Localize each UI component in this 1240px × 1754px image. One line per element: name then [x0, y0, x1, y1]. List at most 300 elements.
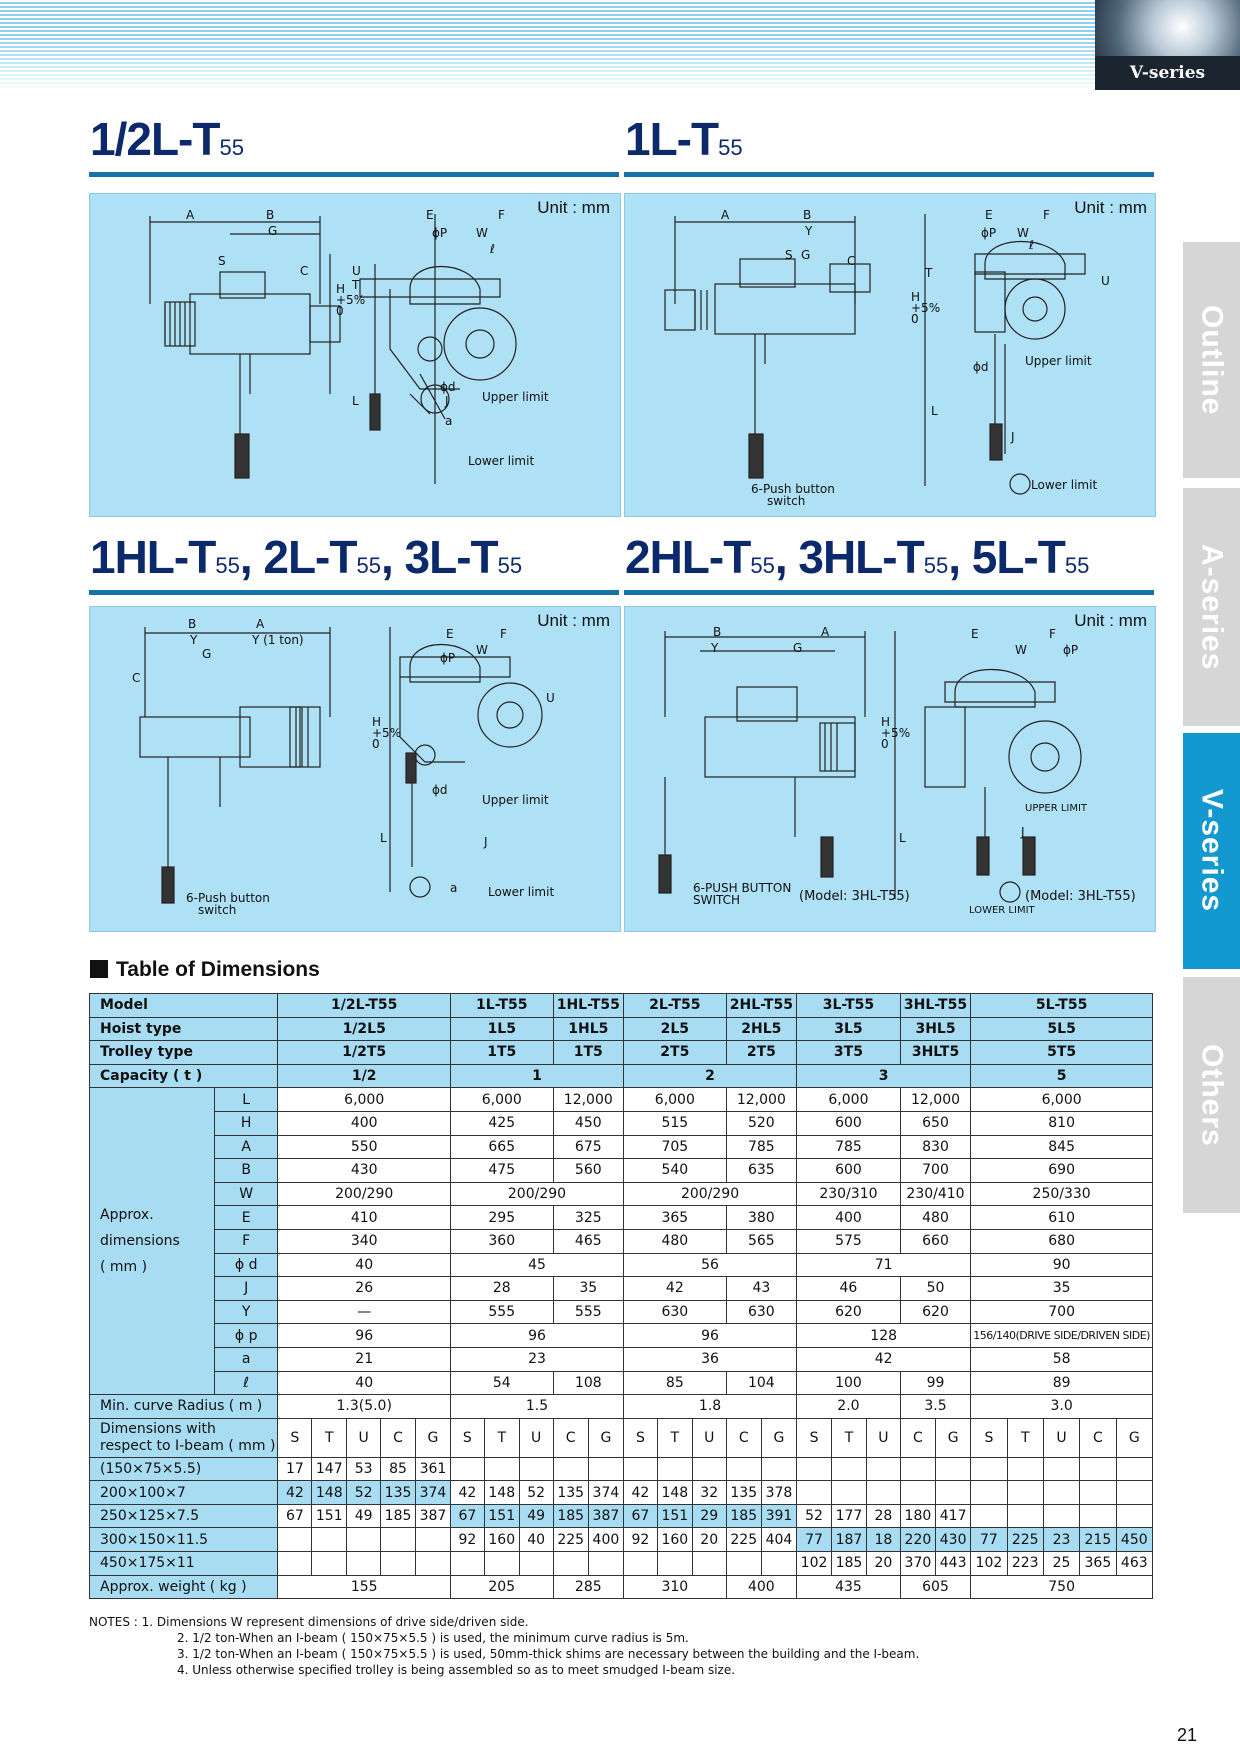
ibeam-value: 220 — [900, 1528, 935, 1552]
upper-limit-label: Upper limit — [1025, 354, 1092, 368]
curve-radius-value: 3.0 — [971, 1395, 1153, 1419]
dim-value: 680 — [971, 1229, 1153, 1253]
dim-value: 104 — [726, 1371, 796, 1395]
weight-value: 750 — [971, 1575, 1153, 1599]
ibeam-value: 49 — [519, 1504, 553, 1528]
dim-j: J — [484, 835, 488, 849]
ibeam-value — [1007, 1504, 1043, 1528]
dim-f: F — [1049, 627, 1056, 641]
header-label-model: Model — [90, 994, 278, 1018]
dim-b: B — [713, 625, 722, 639]
dim-value: 6,000 — [624, 1088, 727, 1112]
curve-radius-value: 1.5 — [450, 1395, 623, 1419]
dim-p: ϕP — [432, 226, 448, 240]
dim-value: 6,000 — [278, 1088, 451, 1112]
dim-f: F — [1043, 208, 1050, 222]
ibeam-value: 370 — [900, 1552, 935, 1576]
table-row — [90, 1575, 1153, 1599]
ibeam-value — [866, 1481, 900, 1505]
dim-value: 325 — [553, 1206, 623, 1230]
dim-s: S — [218, 254, 226, 268]
ibeam-value — [588, 1552, 623, 1576]
upper-limit-label: Upper limit — [482, 390, 549, 404]
ibeam-value: 67 — [278, 1504, 312, 1528]
ibeam-col-head: C — [726, 1418, 761, 1457]
dim-a: A — [821, 625, 830, 639]
ibeam-value: 67 — [450, 1504, 484, 1528]
table-row — [90, 994, 1153, 1018]
header-trolley-4: 2T5 — [624, 1041, 727, 1065]
approx-label-line: Approx. — [100, 1207, 154, 1224]
dim-a-small: a — [450, 881, 458, 895]
ibeam-col-head: C — [1080, 1418, 1116, 1457]
dim-value: 565 — [726, 1229, 796, 1253]
ibeam-col-head: C — [553, 1418, 588, 1457]
tab-v-series[interactable] — [1183, 733, 1240, 969]
ibeam-value: 177 — [832, 1504, 867, 1528]
header-hoist-1: 1/2L5 — [278, 1017, 451, 1041]
ibeam-col-head: G — [1116, 1418, 1152, 1457]
dim-y: Y — [190, 633, 198, 647]
section-bullet — [90, 960, 108, 978]
title-rule — [89, 590, 619, 595]
dim-value: 43 — [726, 1277, 796, 1301]
ibeam-value — [971, 1504, 1007, 1528]
series-badge: V-series — [1095, 56, 1240, 90]
lower-limit-label: Lower limit — [488, 885, 555, 899]
section-title-1l: 1L-T55 — [625, 113, 743, 165]
dim-value: 50 — [900, 1277, 970, 1301]
dim-b: B — [266, 208, 275, 222]
dim-value: 600 — [797, 1159, 901, 1183]
ibeam-value — [1043, 1504, 1079, 1528]
push-button-label-2: switch — [767, 494, 806, 508]
dim-value: 71 — [797, 1253, 971, 1277]
ibeam-col-head: U — [347, 1418, 381, 1457]
dim-value: 56 — [624, 1253, 797, 1277]
dim-value: 630 — [624, 1300, 727, 1324]
dim-l: L — [931, 404, 938, 418]
ibeam-value: 40 — [519, 1528, 553, 1552]
dim-value: 465 — [553, 1229, 623, 1253]
unit-label: Unit : mm — [537, 611, 610, 630]
ibeam-value: 52 — [347, 1481, 381, 1505]
ibeam-value: 49 — [347, 1504, 381, 1528]
ibeam-col-head: S — [797, 1418, 832, 1457]
approx-label-line: dimensions — [100, 1233, 180, 1250]
table-row — [90, 1088, 1153, 1112]
dim-e: E — [971, 627, 979, 641]
ibeam-label-line: respect to I-beam ( mm ) — [100, 1437, 276, 1454]
dim-symbol: J — [214, 1277, 278, 1301]
dim-g: G — [268, 224, 278, 238]
dim-a: A — [186, 208, 195, 222]
ibeam-col-head: T — [657, 1418, 692, 1457]
ibeam-value — [624, 1457, 658, 1481]
dim-symbol: ϕ d — [214, 1253, 278, 1277]
tab-others[interactable] — [1183, 977, 1240, 1213]
dim-p: ϕP — [1063, 643, 1079, 657]
table-row — [90, 1253, 1153, 1277]
dim-value: 365 — [624, 1206, 727, 1230]
dim-value: 26 — [278, 1277, 451, 1301]
dim-value: 400 — [278, 1111, 451, 1135]
ibeam-value: 52 — [519, 1481, 553, 1505]
header-model-5: 2HL-T55 — [726, 994, 796, 1018]
dimensions-table — [89, 993, 1153, 1599]
header-model-4: 2L-T55 — [624, 994, 727, 1018]
dim-c: C — [300, 264, 309, 278]
weight-value: 400 — [726, 1575, 796, 1599]
dim-value: 45 — [450, 1253, 623, 1277]
header-label-hoist: Hoist type — [90, 1017, 278, 1041]
ibeam-value: 365 — [1080, 1552, 1116, 1576]
dim-value: 230/310 — [797, 1182, 901, 1206]
tab-outline[interactable] — [1183, 242, 1240, 478]
dim-value: 108 — [553, 1371, 623, 1395]
table-row — [90, 1041, 1153, 1065]
ibeam-value — [726, 1457, 761, 1481]
ibeam-value: 185 — [832, 1552, 867, 1576]
ibeam-col-head: T — [832, 1418, 867, 1457]
dim-value: 690 — [971, 1159, 1153, 1183]
dim-symbol: Y — [214, 1300, 278, 1324]
ibeam-value: 52 — [797, 1504, 832, 1528]
dim-symbol: A — [214, 1135, 278, 1159]
ibeam-value — [657, 1457, 692, 1481]
ibeam-value — [761, 1457, 796, 1481]
dim-symbol: ϕ p — [214, 1324, 278, 1348]
ibeam-value: 92 — [624, 1528, 658, 1552]
header-trolley-5: 2T5 — [726, 1041, 796, 1065]
dim-value: 430 — [278, 1159, 451, 1183]
dim-a-small: a — [445, 414, 453, 428]
table-row — [90, 1017, 1153, 1041]
ibeam-value: 148 — [484, 1481, 519, 1505]
lower-limit-label: LOWER LIMIT — [969, 905, 1035, 916]
dim-value: 785 — [726, 1135, 796, 1159]
push-button-label-2: switch — [198, 903, 237, 917]
dim-value: 200/290 — [624, 1182, 797, 1206]
ibeam-value — [381, 1552, 416, 1576]
dim-j: J — [1021, 825, 1025, 839]
ibeam-value: 20 — [866, 1552, 900, 1576]
ibeam-col-head: S — [450, 1418, 484, 1457]
dim-value: 200/290 — [450, 1182, 623, 1206]
dim-value: 845 — [971, 1135, 1153, 1159]
dim-value: 425 — [450, 1111, 553, 1135]
ibeam-value — [936, 1481, 971, 1505]
dim-b: B — [188, 617, 197, 631]
table-row — [90, 1528, 1153, 1552]
dim-value: 550 — [278, 1135, 451, 1159]
dim-value: 40 — [278, 1253, 451, 1277]
ibeam-col-head: U — [692, 1418, 726, 1457]
header-fade — [0, 0, 1095, 92]
note-2: 2. 1/2 ton-When an I-beam ( 150×75×5.5 ) is used, the minimum curve radius is 5m. — [177, 1631, 689, 1645]
dim-value: 230/410 — [900, 1182, 970, 1206]
ibeam-value — [797, 1481, 832, 1505]
dim-u: U — [546, 691, 555, 705]
ibeam-col-head: G — [588, 1418, 623, 1457]
dim-value: 21 — [278, 1347, 451, 1371]
table-row — [90, 1347, 1153, 1371]
header-hoist-6: 3L5 — [797, 1017, 901, 1041]
dim-value: 475 — [450, 1159, 553, 1183]
ibeam-value: 160 — [657, 1528, 692, 1552]
dim-g: G — [202, 647, 212, 661]
ibeam-value — [1116, 1504, 1152, 1528]
approx-dimensions-label — [90, 1088, 215, 1395]
dim-value: — — [278, 1300, 451, 1324]
header-model-2: 1L-T55 — [450, 994, 553, 1018]
dim-symbol: L — [214, 1088, 278, 1112]
approx-label-line: ( mm ) — [100, 1259, 148, 1276]
ibeam-value — [624, 1552, 658, 1576]
ibeam-col-head: U — [1043, 1418, 1079, 1457]
ibeam-value: 85 — [381, 1457, 416, 1481]
table-row — [90, 1371, 1153, 1395]
dim-value: 156/140(DRIVE SIDE/DRIVEN SIDE) — [971, 1324, 1153, 1348]
header-trolley-2: 1T5 — [450, 1041, 553, 1065]
dim-value: 555 — [450, 1300, 553, 1324]
dim-e: E — [985, 208, 993, 222]
dim-value: 6,000 — [797, 1088, 901, 1112]
header-hoist-7: 3HL5 — [900, 1017, 970, 1041]
header-hoist-3: 1HL5 — [553, 1017, 623, 1041]
dim-u: U — [352, 264, 361, 278]
ibeam-value — [657, 1552, 692, 1576]
tab-others-label: Others — [1195, 1043, 1229, 1147]
ibeam-value: 225 — [726, 1528, 761, 1552]
ibeam-value: 223 — [1007, 1552, 1043, 1576]
ibeam-value: 53 — [347, 1457, 381, 1481]
dim-value: 380 — [726, 1206, 796, 1230]
table-row — [90, 1277, 1153, 1301]
title-rule — [89, 172, 619, 177]
ibeam-col-head: G — [416, 1418, 451, 1457]
ibeam-col-head: C — [900, 1418, 935, 1457]
dim-value: 12,000 — [726, 1088, 796, 1112]
curve-radius-value: 2.0 — [797, 1395, 901, 1419]
dim-value: 12,000 — [553, 1088, 623, 1112]
ibeam-value: 185 — [726, 1504, 761, 1528]
dim-value: 705 — [624, 1135, 727, 1159]
section-title-half-ton: 1/2L-T55 — [90, 113, 244, 165]
table-row — [90, 1206, 1153, 1230]
ibeam-value: 32 — [692, 1481, 726, 1505]
capacity-1: 1/2 — [278, 1064, 451, 1088]
ibeam-label — [90, 1418, 278, 1457]
tab-a-series[interactable] — [1183, 488, 1240, 726]
ibeam-value — [1080, 1457, 1116, 1481]
ibeam-value: 151 — [484, 1504, 519, 1528]
title-rule — [624, 172, 1154, 177]
ibeam-value: 148 — [312, 1481, 347, 1505]
ibeam-value — [381, 1528, 416, 1552]
dim-value: 540 — [624, 1159, 727, 1183]
dim-l: L — [352, 394, 359, 408]
dim-w: W — [1017, 226, 1029, 240]
curve-radius-value: 1.3(5.0) — [278, 1395, 451, 1419]
ibeam-value: 185 — [553, 1504, 588, 1528]
ibeam-value: 185 — [381, 1504, 416, 1528]
weight-value: 310 — [624, 1575, 727, 1599]
table-row — [90, 1300, 1153, 1324]
dim-symbol: E — [214, 1206, 278, 1230]
dim-value: 35 — [553, 1277, 623, 1301]
ibeam-size: 450×175×11 — [90, 1552, 278, 1576]
dim-value: 99 — [900, 1371, 970, 1395]
dim-value: 23 — [450, 1347, 623, 1371]
dim-value: 42 — [624, 1277, 727, 1301]
ibeam-value: 225 — [1007, 1528, 1043, 1552]
ibeam-value: 147 — [312, 1457, 347, 1481]
ibeam-col-head: U — [519, 1418, 553, 1457]
dim-value: 410 — [278, 1206, 451, 1230]
dim-value: 42 — [797, 1347, 971, 1371]
header-model-7: 3HL-T55 — [900, 994, 970, 1018]
table-row — [90, 1552, 1153, 1576]
dim-value: 700 — [900, 1159, 970, 1183]
dim-g: G — [793, 641, 803, 655]
dim-l-small: ℓ — [490, 242, 495, 256]
dim-value: 635 — [726, 1159, 796, 1183]
push-button-label-2: SWITCH — [693, 893, 741, 907]
dim-value: 480 — [624, 1229, 727, 1253]
table-row — [90, 1064, 1153, 1088]
capacity-3: 2 — [624, 1064, 797, 1088]
curve-radius-value: 1.8 — [624, 1395, 797, 1419]
ibeam-value: 102 — [797, 1552, 832, 1576]
header-trolley-8: 5T5 — [971, 1041, 1153, 1065]
ibeam-value: 374 — [416, 1481, 451, 1505]
note-3: 3. 1/2 ton-When an I-beam ( 150×75×5.5 ) is used, 50mm-thick shims are necessary between the building and the I-beam. — [177, 1647, 920, 1661]
ibeam-size: (150×75×5.5) — [90, 1457, 278, 1481]
dim-w: W — [1015, 643, 1027, 657]
dim-value: 620 — [900, 1300, 970, 1324]
dim-value: 54 — [450, 1371, 553, 1395]
ibeam-col-head: C — [381, 1418, 416, 1457]
dim-value: 650 — [900, 1111, 970, 1135]
weight-value: 605 — [900, 1575, 970, 1599]
ibeam-value — [726, 1552, 761, 1576]
ibeam-value — [484, 1457, 519, 1481]
header-trolley-1: 1/2T5 — [278, 1041, 451, 1065]
dim-value: 35 — [971, 1277, 1153, 1301]
dim-value: 830 — [900, 1135, 970, 1159]
ibeam-col-head: T — [1007, 1418, 1043, 1457]
dim-value: 620 — [797, 1300, 901, 1324]
ibeam-value: 378 — [761, 1481, 796, 1505]
dim-s: S — [785, 248, 793, 262]
dim-value: 515 — [624, 1111, 727, 1135]
ibeam-value: 42 — [624, 1481, 658, 1505]
dim-value: 46 — [797, 1277, 901, 1301]
dim-value: 40 — [278, 1371, 451, 1395]
dim-l: L — [899, 831, 906, 845]
ibeam-value: 404 — [761, 1528, 796, 1552]
dim-value: 6,000 — [971, 1088, 1153, 1112]
ibeam-value: 361 — [416, 1457, 451, 1481]
ibeam-value: 67 — [624, 1504, 658, 1528]
header-trolley-6: 3T5 — [797, 1041, 901, 1065]
dim-t: T — [352, 278, 360, 292]
table-row — [90, 1159, 1153, 1183]
dim-value: 58 — [971, 1347, 1153, 1371]
ibeam-value: 187 — [832, 1528, 867, 1552]
dim-value: 96 — [450, 1324, 623, 1348]
page-number: 21 — [1177, 1725, 1198, 1745]
ibeam-value: 148 — [657, 1481, 692, 1505]
ibeam-value — [553, 1457, 588, 1481]
lower-limit-label: Lower limit — [1031, 478, 1098, 492]
dim-value: 90 — [971, 1253, 1153, 1277]
dim-value: 295 — [450, 1206, 553, 1230]
dim-d: ϕd — [432, 783, 448, 797]
dim-value: 12,000 — [900, 1088, 970, 1112]
ibeam-value: 102 — [971, 1552, 1007, 1576]
upper-limit-label: Upper limit — [482, 793, 549, 807]
dim-j: J — [1011, 430, 1015, 444]
header-hoist-4: 2L5 — [624, 1017, 727, 1041]
unit-label: Unit : mm — [1074, 611, 1147, 630]
header-hoist-5: 2HL5 — [726, 1017, 796, 1041]
dim-g: G — [801, 248, 811, 262]
ibeam-value — [936, 1457, 971, 1481]
dim-y: Y — [711, 641, 719, 655]
dim-w: W — [476, 643, 488, 657]
ibeam-value — [312, 1528, 347, 1552]
dim-value: 100 — [797, 1371, 901, 1395]
dim-symbol: F — [214, 1229, 278, 1253]
table-row — [90, 1135, 1153, 1159]
dim-b: B — [803, 208, 812, 222]
dim-value: 96 — [278, 1324, 451, 1348]
section-title-2hl-3hl-5l: 2HL-T55, 3HL-T55, 5L-T55 — [625, 531, 1090, 583]
curve-radius-label: Min. curve Radius ( m ) — [90, 1395, 278, 1419]
ibeam-value: 92 — [450, 1528, 484, 1552]
ibeam-value — [1043, 1457, 1079, 1481]
dim-t: T — [925, 266, 933, 280]
header-label-trolley: Trolley type — [90, 1041, 278, 1065]
dim-h: H +5% 0 — [336, 282, 366, 318]
ibeam-value — [588, 1457, 623, 1481]
ibeam-label-line: Dimensions with — [100, 1420, 216, 1437]
ibeam-value — [450, 1457, 484, 1481]
dim-p: ϕP — [981, 226, 997, 240]
ibeam-value: 450 — [1116, 1528, 1152, 1552]
dim-y-1ton: Y (1 ton) — [252, 633, 304, 647]
ibeam-value: 151 — [657, 1504, 692, 1528]
capacity-4: 3 — [797, 1064, 971, 1088]
ibeam-value — [1043, 1481, 1079, 1505]
table-row — [90, 1457, 1153, 1481]
ibeam-size: 300×150×11.5 — [90, 1528, 278, 1552]
ibeam-col-head: S — [971, 1418, 1007, 1457]
dim-h: H +5% 0 — [881, 715, 911, 751]
ibeam-col-head: G — [936, 1418, 971, 1457]
ibeam-col-head: S — [624, 1418, 658, 1457]
weight-label: Approx. weight ( kg ) — [90, 1575, 278, 1599]
header-model-3: 1HL-T55 — [553, 994, 623, 1018]
hoist-drawing — [90, 607, 620, 931]
dim-value: 555 — [553, 1300, 623, 1324]
ibeam-value: 77 — [797, 1528, 832, 1552]
dim-y: Y — [805, 224, 813, 238]
ibeam-value — [900, 1457, 935, 1481]
tab-outline-label: Outline — [1195, 304, 1229, 416]
